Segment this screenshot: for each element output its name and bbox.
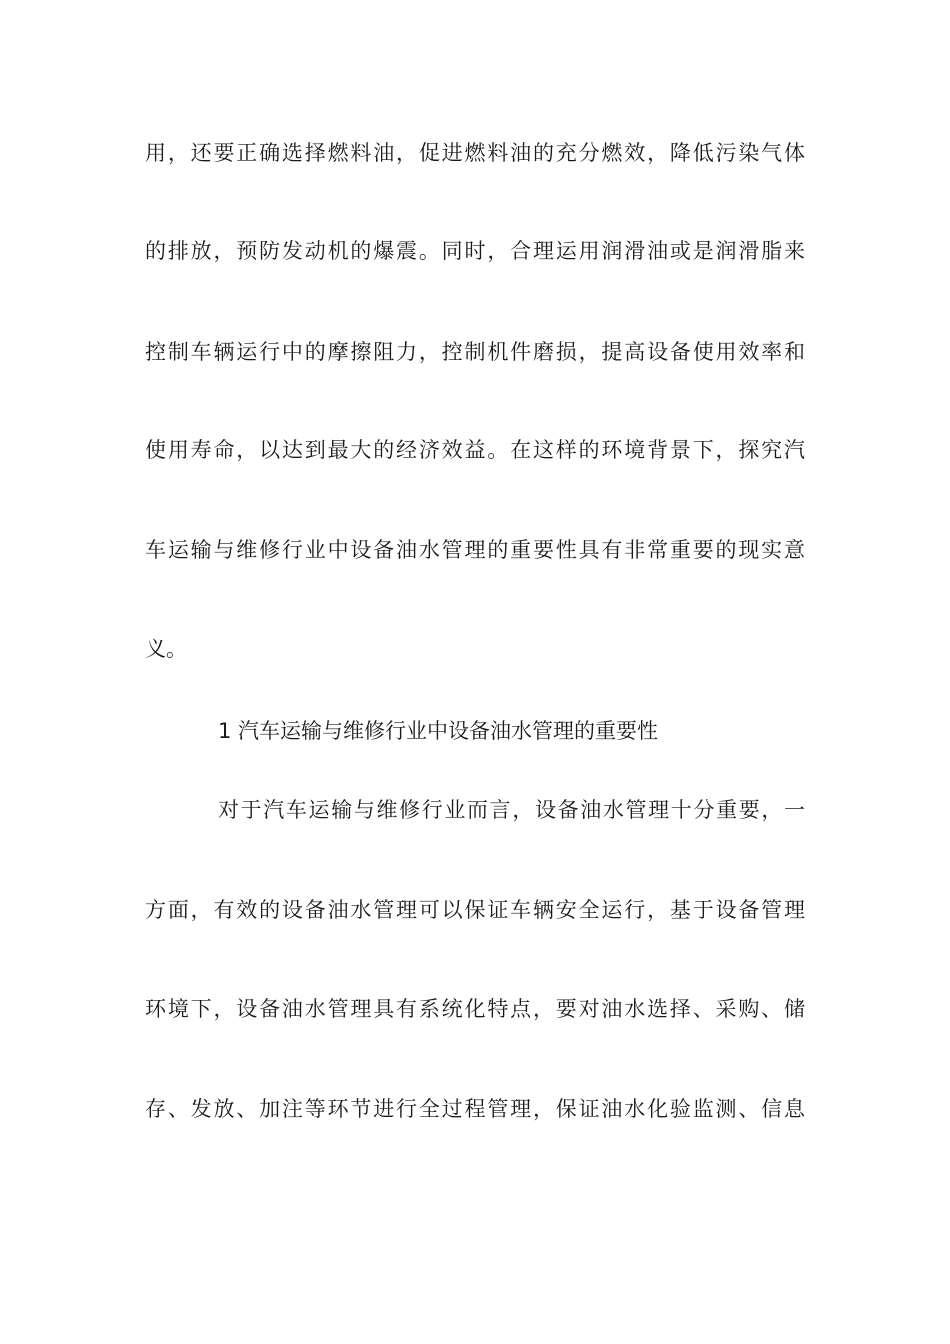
paragraph-1-line-3: 控制车辆运行中的摩擦阻力，控制机件磨损，提高设备使用效率和 [145,340,805,364]
paragraph-1-line-2: 的排放，预防发动机的爆震。同时，合理运用润滑油或是润滑脂来 [145,239,805,263]
paragraph-1-line-4: 使用寿命，以达到最大的经济效益。在这样的环境背景下，探究汽 [145,438,805,462]
section-heading: 1 汽车运输与维修行业中设备油水管理的重要性 [218,719,659,743]
paragraph-1-line-1: 用，还要正确选择燃料油，促进燃料油的充分燃效，降低污染气体 [145,141,805,165]
paragraph-2-line-4: 存、发放、加注等环节进行全过程管理，保证油水化验监测、信息 [145,1097,805,1121]
paragraph-2-line-2: 方面，有效的设备油水管理可以保证车辆安全运行，基于设备管理 [145,898,805,922]
paragraph-2-line-3: 环境下，设备油水管理具有系统化特点，要对油水选择、采购、储 [145,997,805,1021]
paragraph-2-line-1: 对于汽车运输与维修行业而言，设备油水管理十分重要，一 [218,798,805,822]
paragraph-1-line-6: 义。 [145,637,187,661]
paragraph-1-line-5: 车运输与维修行业中设备油水管理的重要性具有非常重要的现实意 [145,538,805,562]
